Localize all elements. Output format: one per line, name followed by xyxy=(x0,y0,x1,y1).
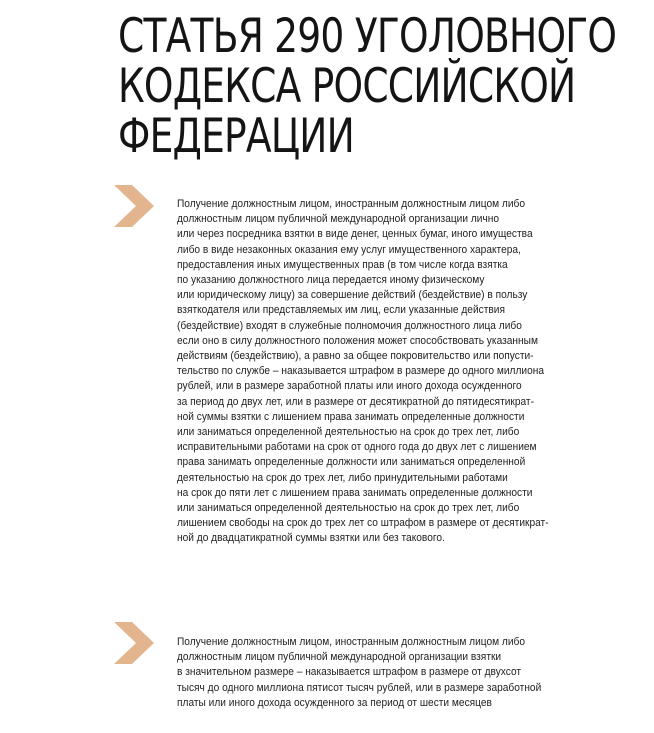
paragraph-line: рублей, или в размере заработной платы или иного дохода осужденного xyxy=(177,380,522,393)
paragraph-line: взяткодателя или представляемых им лиц, если указанные действия xyxy=(177,304,505,317)
chevron-right-icon xyxy=(114,185,154,227)
page-title xyxy=(118,9,617,164)
paragraph-line: если оно в силу должностного положения может способствовать указанным xyxy=(177,334,538,347)
chevron-right-icon xyxy=(114,622,154,664)
paragraph-line: должностным лицом публичной международной организации лично xyxy=(177,213,500,226)
paragraph-line: Получение должностным лицом, иностранным должностным лицом либо xyxy=(177,198,526,210)
title-line-2: КОДЕКСА РОССИЙСКОЙ xyxy=(118,59,576,114)
paragraph-line: права занимать определенные должности или заниматься определенной xyxy=(177,456,526,469)
paragraph-line: или через посредника взятки в виде денег, ценных бумаг, иного имущества xyxy=(177,228,533,241)
paragraph-line: по указанию должностного лица передается иному физическому xyxy=(177,274,485,287)
paragraph-line: или заниматься определенной деятельностью на срок до трех лет, либо xyxy=(177,502,520,515)
paragraph-line: за период до двух лет, или в размере от десятикратной до пятидесятикрат- xyxy=(177,395,534,408)
paragraph-line: должностным лицом публичной международной организации взятки xyxy=(177,651,502,664)
paragraph-line: деятельностью на срок до трех лет, либо принудительными работами xyxy=(177,471,508,484)
paragraph-line: ной до двадцатикратной суммы взятки или без такового. xyxy=(177,532,445,545)
paragraph-line: ной суммы взятки с лишением права занимать определенные должности xyxy=(177,410,525,423)
paragraph-line: либо в виде незаконных оказания ему услуг имущественного характера, xyxy=(177,243,521,256)
paragraph-line: (бездействие) входят в служебные полномочия должностного лица либо xyxy=(177,319,522,332)
paragraph-line: предоставления иных имущественных прав (в том числе когда взятка xyxy=(177,258,508,271)
paragraph-line: платы или иного дохода осужденного за период от шести месяцев xyxy=(177,696,492,709)
paragraph-line: тысяч до одного миллиона пятисот тысяч рублей, или в размере заработной xyxy=(177,681,542,694)
paragraph-line: лишением свободы на срок до трех лет со штрафом в размере от десятикрат- xyxy=(177,517,549,530)
paragraph-line: на срок до пяти лет с лишением права занимать определенные должности xyxy=(177,486,533,499)
paragraph-line: тельство по службе – наказывается штрафом в размере до одного миллиона xyxy=(177,365,545,378)
title-line-3: ФЕДЕРАЦИИ xyxy=(118,109,354,164)
paragraph-line: исправительными работами на срок от одного года до двух лет с лишением xyxy=(177,441,537,454)
paragraph-line: или юридическому лицу) за совершение действий (бездействие) в пользу xyxy=(177,289,528,302)
paragraph-1 xyxy=(177,197,600,547)
paragraph-line: или заниматься определенной деятельностью на срок до трех лет, либо xyxy=(177,426,520,439)
title-line-1: СТАТЬЯ 290 УГОЛОВНОГО xyxy=(118,9,617,64)
paragraph-line: действиям (бездействию), а равно за общее покровительство или попусти- xyxy=(177,350,534,363)
paragraph-line: в значительном размере – наказывается штрафом в размере от двухсот xyxy=(177,666,522,679)
paragraph-line: Получение должностным лицом, иностранным должностным лицом либо xyxy=(177,636,526,648)
paragraph-2 xyxy=(177,635,600,711)
